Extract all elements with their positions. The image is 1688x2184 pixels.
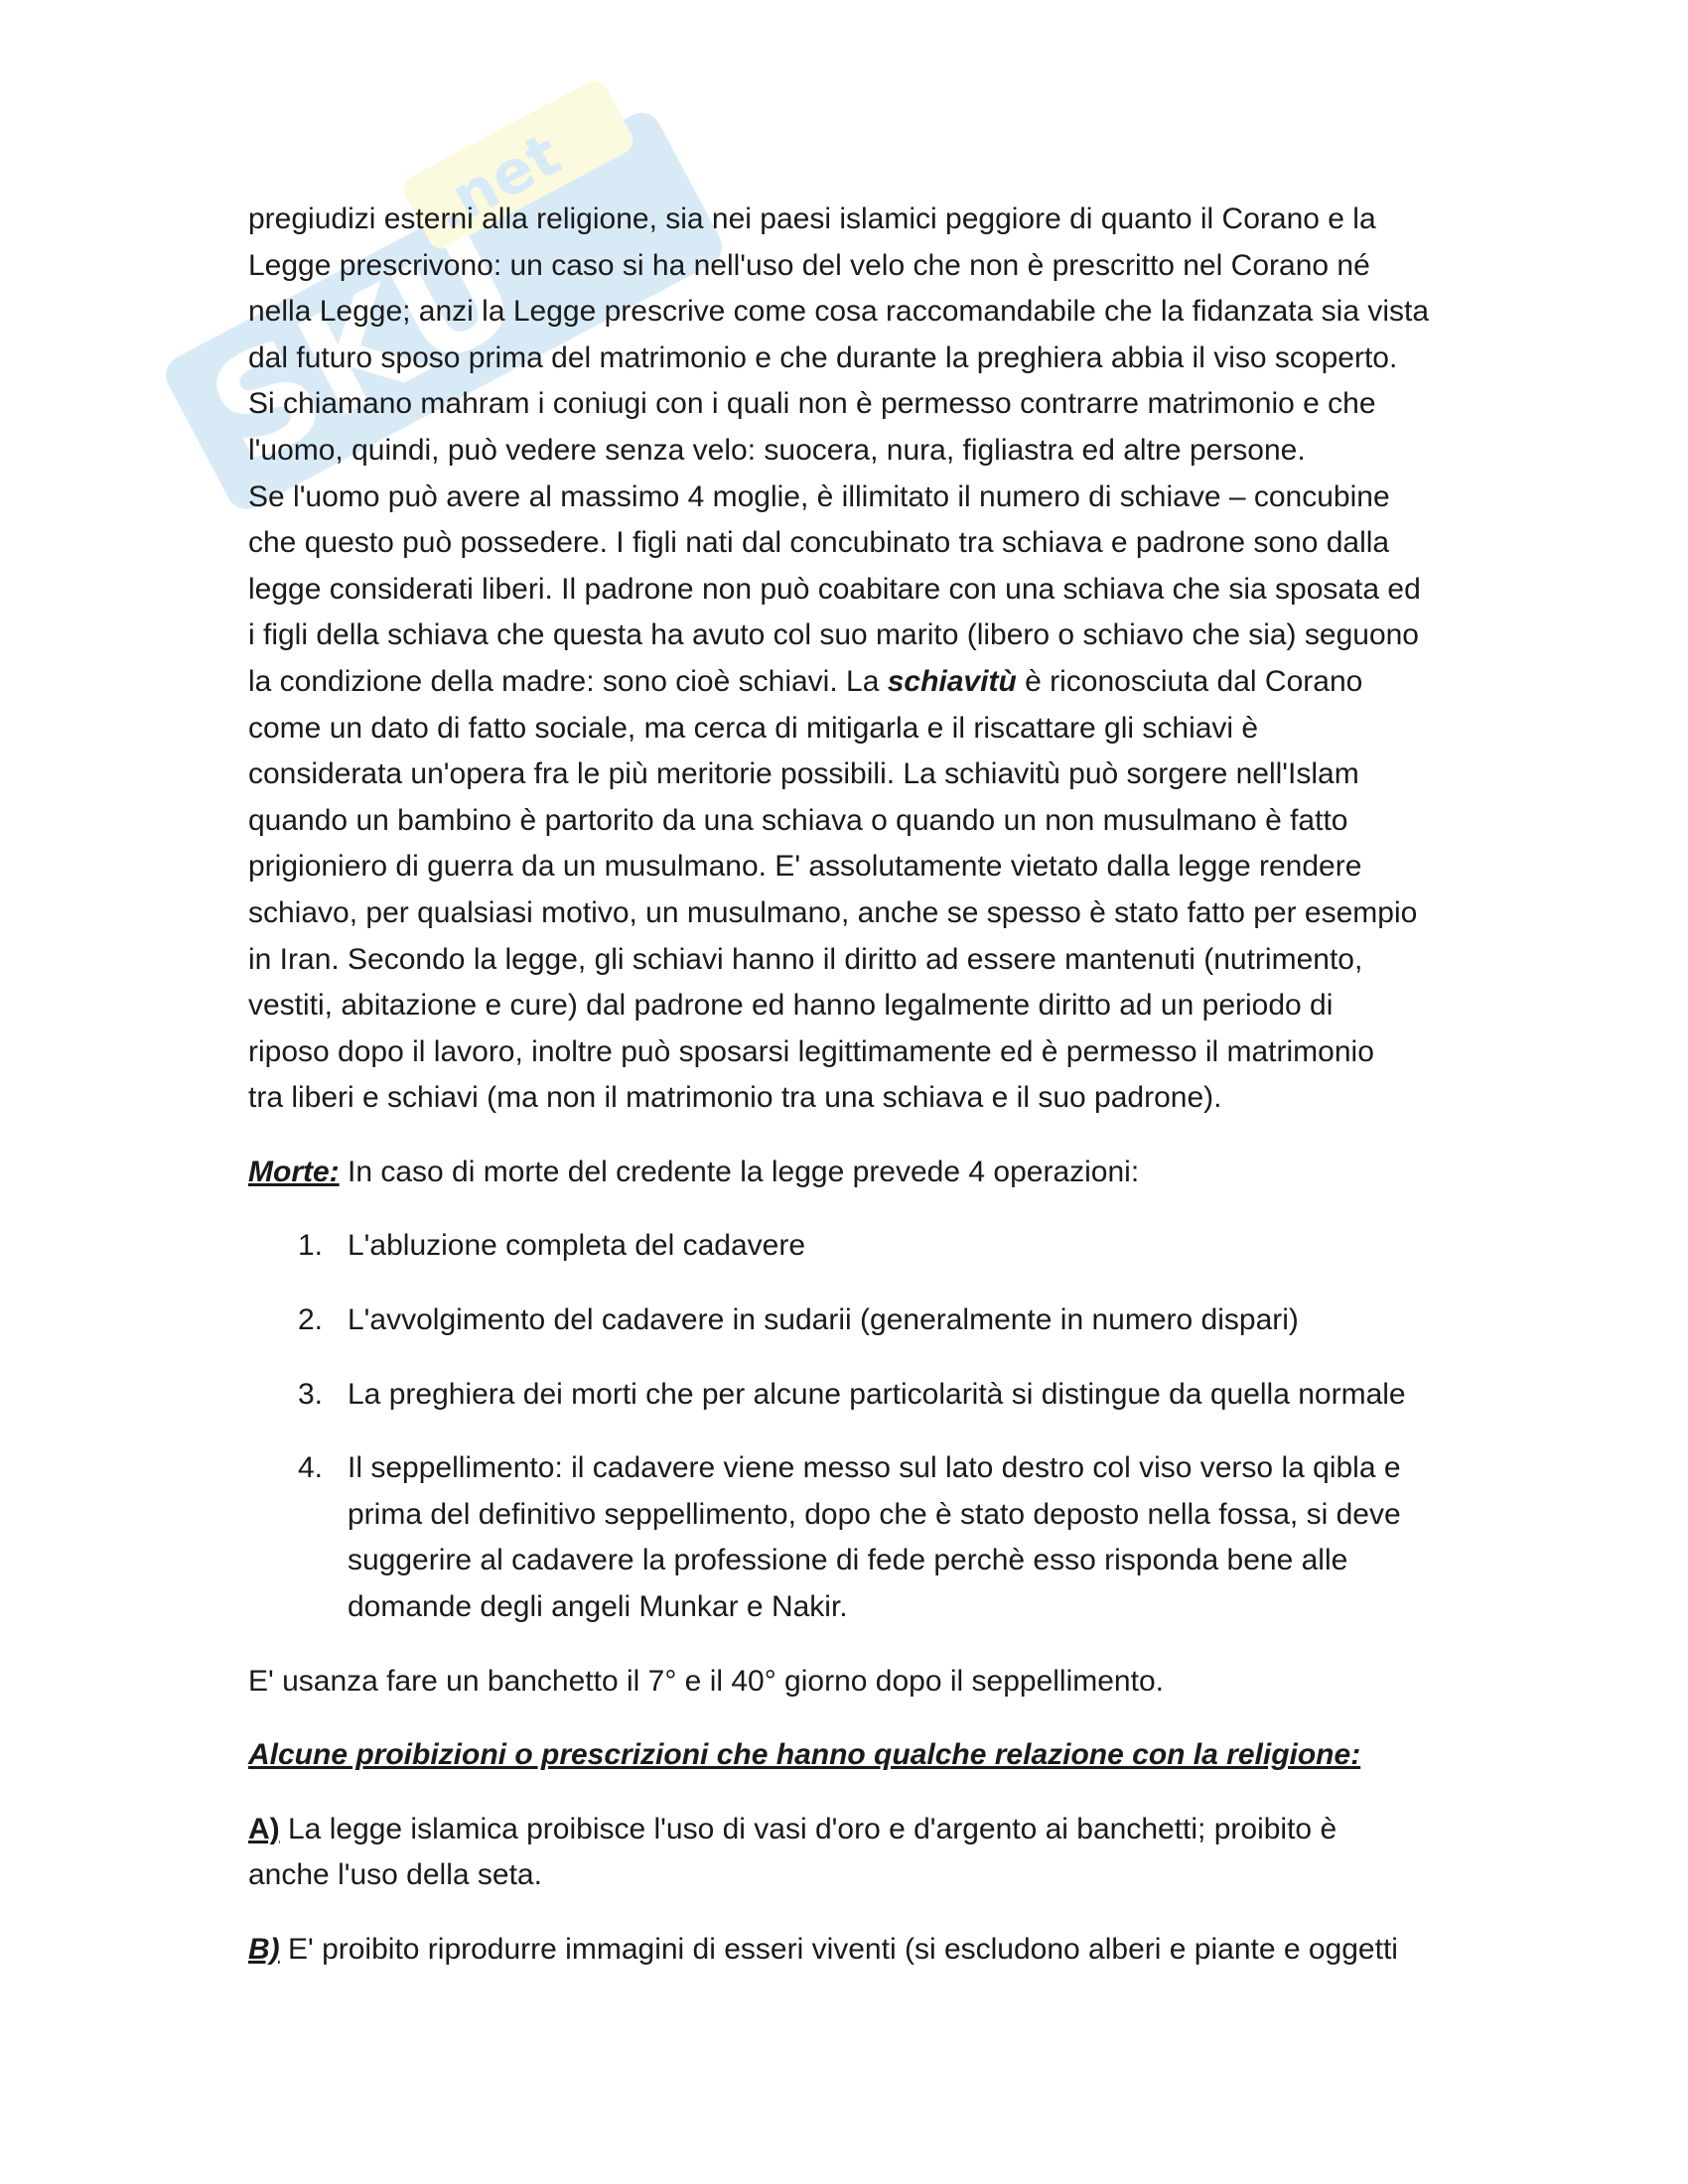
text-segment: La legge islamica proibisce l'uso di vasi d'oro e d'argento ai banchetti; proibito è [279,1812,1337,1845]
morte-after-text: E' usanza fare un banchetto il 7° e il 40° giorno dopo il seppellimento. [248,1664,1164,1698]
list-item [248,1372,1440,1419]
item-label-b: B) [248,1933,280,1966]
list-item-text: prima del definitivo seppellimento, dopo che è stato deposto nella fossa, si deve [348,1497,1401,1531]
list-item-text: La preghiera dei morti che per alcune particolarità si distingue da quella normale [348,1377,1406,1411]
text-line: vestiti, abitazione e cure) dal padrone ed hanno legalmente diritto ad un periodo di [248,989,1334,1023]
document-page [248,197,1440,1974]
svg-text:.net: .net [420,119,572,244]
text-line: legge considerati liberi. Il padrone non può coabitare con una schiava che sia sposata ed [248,572,1421,606]
text-line-schiavitu [248,659,1440,706]
text-line: anche l'uso della seta. [248,1858,542,1892]
text-line: riposo dopo il lavoro, inoltre può sposarsi legittimamente ed è permesso il matrimonio [248,1034,1374,1068]
text-line: Legge prescrivono: un caso si ha nell'uso del velo che non è prescritto nel Corano né [248,248,1370,282]
list-item [248,1445,1440,1630]
list-item [248,1297,1440,1344]
text-line: che questo può possedere. I figli nati dal concubinato tra schiava e padrone sono dalla [248,526,1390,560]
text-line: Se l'uomo può avere al massimo 4 moglie, è illimitato il numero di schiave – concubine [248,479,1390,513]
text-line: come un dato di fatto sociale, ma cerca di mitigarla e il riscattare gli schiavi è [248,711,1259,745]
list-item-text: L'abluzione completa del cadavere [348,1229,806,1263]
text-segment: la condizione della madre: sono cioè schiavi. La [248,664,888,698]
section-heading: Alcune proibizioni o prescrizioni che hanno qualche relazione con la religione: [248,1738,1361,1772]
list-item-text: suggerire al cadavere la professione di fede perchè esso risponda bene alle [348,1544,1348,1577]
body-paragraph-1 [248,197,1440,1122]
text-line: Si chiamano mahram i coniugi con i quali non è permesso contrarre matrimonio e che [248,387,1376,421]
text-line: nella Legge; anzi la Legge prescrive come cosa raccomandabile che la fidanzata sia vista [248,295,1430,329]
list-item-text: domande degli angeli Munkar e Nakir. [348,1590,848,1624]
list-number: 4. [298,1451,324,1485]
list-number: 1. [298,1229,324,1263]
proibizione-a [248,1807,1440,1899]
schiavitu-term: schiavitù [887,664,1017,698]
list-number: 2. [298,1303,324,1337]
text-line: prigioniero di guerra da un musulmano. E' assolutamente vietato dalla legge rendere [248,850,1362,884]
text-segment: E' proibito riprodurre immagini di esseri viventi (si escludono alberi e piante e oggetti [279,1933,1398,1966]
text-line: dal futuro sposo prima del matrimonio e che durante la preghiera abbia il viso scoperto. [248,341,1398,374]
list-item-text: Il seppellimento: il cadavere viene messo sul lato destro col viso verso la qibla e [348,1451,1401,1485]
item-label-a: A) [248,1812,280,1845]
text-segment: è riconosciuta dal Corano [1016,664,1363,698]
morte-intro [248,1150,1440,1196]
text-line: in Iran. Secondo la legge, gli schiavi hanno il diritto ad essere mantenuti (nutrimento, [248,942,1363,976]
svg-text:SKU: SKU [185,204,543,497]
list-number: 3. [298,1377,324,1411]
proibizione-b [248,1927,1440,1974]
text-line: i figli della schiava che questa ha avuto col suo marito (libero o schiavo che sia) seguono [248,618,1419,652]
list-item-text: L'avvolgimento del cadavere in sudarii (generalmente in numero dispari) [348,1303,1299,1337]
death-operations-list [248,1223,1440,1630]
text-line: schiavo, per qualsiasi motivo, un musulmano, anche se spesso è stato fatto per esempio [248,895,1418,929]
proibizioni-heading [248,1732,1440,1779]
text-line [248,1807,1440,1853]
text-line: quando un bambino è partorito da una schiava o quando un non musulmano è fatto [248,803,1348,837]
text-line: considerata un'opera fra le più meritorie possibili. La schiavitù può sorgere nell'Islam [248,757,1359,791]
text-line: l'uomo, quindi, può vedere senza velo: suocera, nura, figliastra ed altre persone. [248,433,1306,467]
morte-intro-text: In caso di morte del credente la legge prevede 4 operazioni: [339,1155,1140,1188]
text-line: pregiudizi esterni alla religione, sia nei paesi islamici peggiore di quanto il Corano e la [248,203,1376,235]
text-line: tra liberi e schiavi (ma non il matrimonio tra una schiava e il suo padrone). [248,1081,1222,1115]
list-item [248,1223,1440,1270]
morte-heading: Morte: [248,1155,340,1188]
